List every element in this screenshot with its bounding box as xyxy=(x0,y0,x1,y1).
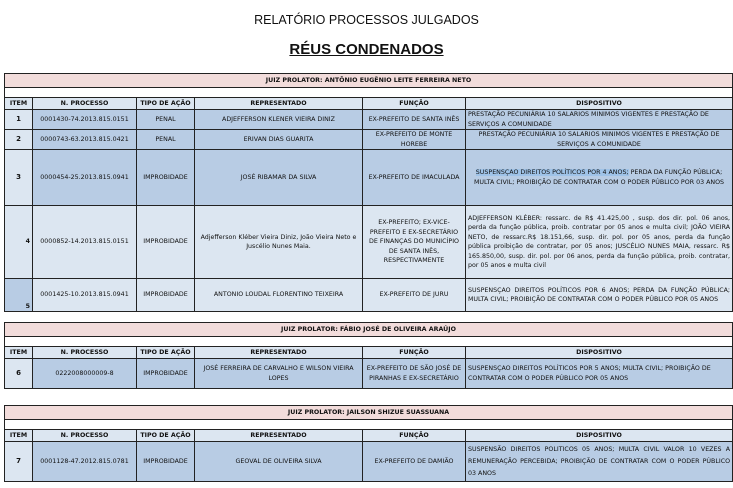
col-tipo: TIPO DE AÇÃO xyxy=(137,430,195,442)
funcao: EX-PREFEITO DE MONTE HOREBE xyxy=(363,130,466,150)
judge-section-2 xyxy=(4,322,732,389)
judge-header: JUIZ PROLATOR: FÁBIO JOSÉ DE OLIVEIRA ARAÚJO xyxy=(5,323,733,337)
funcao: EX-PREFEITO DE JURU xyxy=(363,279,466,312)
item-number: 6 xyxy=(5,359,33,389)
representado: Adjefferson Kléber Vieira Diniz, João Vieira Neto e Juscélio Nunes Maia. xyxy=(195,206,363,279)
spacer-row xyxy=(5,88,733,98)
processo-number: 0001430-74.2013.815.0151 xyxy=(33,110,137,130)
table-row xyxy=(5,359,733,389)
judge-section-1 xyxy=(4,73,732,312)
funcao: EX-PREFEITO DE SANTA INÊS xyxy=(363,110,466,130)
column-header-row xyxy=(5,347,733,359)
col-dispositivo: DISPOSITIVO xyxy=(466,98,733,110)
representado: ADJEFFERSON KLENER VIEIRA DINIZ xyxy=(195,110,363,130)
item-number: 4 xyxy=(5,206,33,279)
tipo-acao: IMPROBIDADE xyxy=(137,206,195,279)
funcao: EX-PREFEITO DE DAMIÃO xyxy=(363,442,466,482)
col-processo: N. PROCESSO xyxy=(33,430,137,442)
col-representado: REPRESENTADO xyxy=(195,430,363,442)
col-item: ITEM xyxy=(5,347,33,359)
tipo-acao: PENAL xyxy=(137,110,195,130)
item-number: 2 xyxy=(5,130,33,150)
col-funcao: FUNÇÃO xyxy=(363,347,466,359)
processo-number: 0222008000009-8 xyxy=(33,359,137,389)
col-item: ITEM xyxy=(5,98,33,110)
table-row xyxy=(5,279,733,312)
tipo-acao: PENAL xyxy=(137,130,195,150)
col-tipo: TIPO DE AÇÃO xyxy=(137,98,195,110)
dispositivo: ADJEFFERSON KLÉBER: ressarc. de R$ 41.425,00 , susp. dos dir. pol. 06 anos, perda da função pública, proib. contratar por 05 anos e multa civil; JOÃO VIEIRA NETO, de ressarc.R$ 18.151,66, susp. dir. pol. por 05 anos, perda da função pública proibição de contratar, por 05 anos; JUSCÉLIO NUNES MAIA, ressarc. R$ 165.850,00, susp. dir. pol. por 06 anos, perda da função pública, proib. contratar, por 05 anos e multa civil xyxy=(466,206,733,279)
dispositivo: PRESTAÇÃO PECUNIÁRIA 10 SALARIOS MINIMOS VIGENTES E PRESTAÇÃO DE SERVIÇOS A COMUNIDADE xyxy=(466,110,733,130)
col-funcao: FUNÇÃO xyxy=(363,430,466,442)
judge-header: JUIZ PROLATOR: JAILSON SHIZUE SUASSUANA xyxy=(5,406,733,420)
item-number: 5 xyxy=(5,279,33,312)
processo-number: 0000743-63.2013.815.0421 xyxy=(33,130,137,150)
col-representado: REPRESENTADO xyxy=(195,98,363,110)
table-row xyxy=(5,206,733,279)
table-row xyxy=(5,130,733,150)
processo-number: 0000852-14.2013.815.0151 xyxy=(33,206,137,279)
representado: GEOVAL DE OLIVEIRA SILVA xyxy=(195,442,363,482)
item-number: 1 xyxy=(5,110,33,130)
tipo-acao: IMPROBIDADE xyxy=(137,359,195,389)
spacer-row xyxy=(5,337,733,347)
tipo-acao: IMPROBIDADE xyxy=(137,442,195,482)
col-funcao: FUNÇÃO xyxy=(363,98,466,110)
report-title: RELATÓRIO PROCESSOS JULGADOS xyxy=(254,13,479,27)
dispositivo: SUSPENSÇAO DIREITOS POLÍTICOS POR 6 ANOS; PERDA DA FUNÇÃO PÚBLICA; MULTA CIVIL; PROIBIÇÃO DE CONTRATAR COM O PODER PÚBLICO POR 05 ANOS xyxy=(466,279,733,312)
col-dispositivo: DISPOSITIVO xyxy=(466,347,733,359)
representado: ANTONIO LOUDAL FLORENTINO TEIXEIRA xyxy=(195,279,363,312)
funcao: EX-PREFEITO DE IMACULADA xyxy=(363,150,466,206)
highlighted-text: SUSPENSÇAO DIREITOS POLÍTICOS POR 4 ANOS; xyxy=(475,169,629,176)
processo-number: 0001425-10.2013.815.0941 xyxy=(33,279,137,312)
processo-number: 0000454-25.2013.815.0941 xyxy=(33,150,137,206)
funcao: EX-PREFEITO; EX-VICE-PREFEITO E EX-SECRETÁRIO DE FINANÇAS DO MUNICÍPIO DE SANTA INÊS, RESPECTIVAMENTE xyxy=(363,206,466,279)
dispositivo-text: PERDA DA FUNÇÃO PÚBLICA; MULTA CIVIL; PROIBIÇÃO DE CONTRATAR COM O PODER PÚBLICO POR 03 ANOS xyxy=(473,169,725,186)
column-header-row xyxy=(5,430,733,442)
col-tipo: TIPO DE AÇÃO xyxy=(137,347,195,359)
judge-section-3 xyxy=(4,405,732,482)
funcao: EX-PREFEITO DE SÃO JOSÉ DE PIRANHAS E EX-SECRETÁRIO xyxy=(363,359,466,389)
dispositivo xyxy=(466,150,733,206)
judge-header: JUIZ PROLATOR: ANTÔNIO EUGÊNIO LEITE FERREIRA NETO xyxy=(5,74,733,88)
representado: JOSÉ FERREIRA DE CARVALHO E WILSON VIEIRA LOPES xyxy=(195,359,363,389)
column-header-row xyxy=(5,98,733,110)
tipo-acao: IMPROBIDADE xyxy=(137,279,195,312)
dispositivo: PRESTAÇÃO PECUNIÁRIA 10 SALARIOS MINIMOS VIGENTES E PRESTAÇÃO DE SERVIÇOS A COMUNIDADE xyxy=(466,130,733,150)
item-number: 3 xyxy=(5,150,33,206)
report-subtitle: RÉUS CONDENADOS xyxy=(289,41,444,58)
col-representado: REPRESENTADO xyxy=(195,347,363,359)
representado: ERIVAN DIAS GUARITA xyxy=(195,130,363,150)
tipo-acao: IMPROBIDADE xyxy=(137,150,195,206)
spacer-row xyxy=(5,420,733,430)
item-number: 7 xyxy=(5,442,33,482)
col-item: ITEM xyxy=(5,430,33,442)
processo-number: 0001128-47.2012.815.0781 xyxy=(33,442,137,482)
col-processo: N. PROCESSO xyxy=(33,98,137,110)
dispositivo: SUSPENSÃO DIREITOS POLITICOS 05 ANOS; MULTA CIVIL VALOR 10 VEZES A REMUNERAÇÃO PERCEBIDA; PROIBIÇÃO DE CONTRATAR COM O PODER PÚBLICO 03 ANOS xyxy=(466,442,733,482)
table-row xyxy=(5,110,733,130)
table-row xyxy=(5,150,733,206)
representado: JOSÉ RIBAMAR DA SILVA xyxy=(195,150,363,206)
col-dispositivo: DISPOSITIVO xyxy=(466,430,733,442)
col-processo: N. PROCESSO xyxy=(33,347,137,359)
dispositivo: SUSPENSÇAO DIREITOS POLÍTICOS POR 5 ANOS; MULTA CIVIL; PROIBIÇÃO DE CONTRATAR COM O PODER PÚBLICO POR 05 ANOS xyxy=(466,359,733,389)
table-row xyxy=(5,442,733,482)
